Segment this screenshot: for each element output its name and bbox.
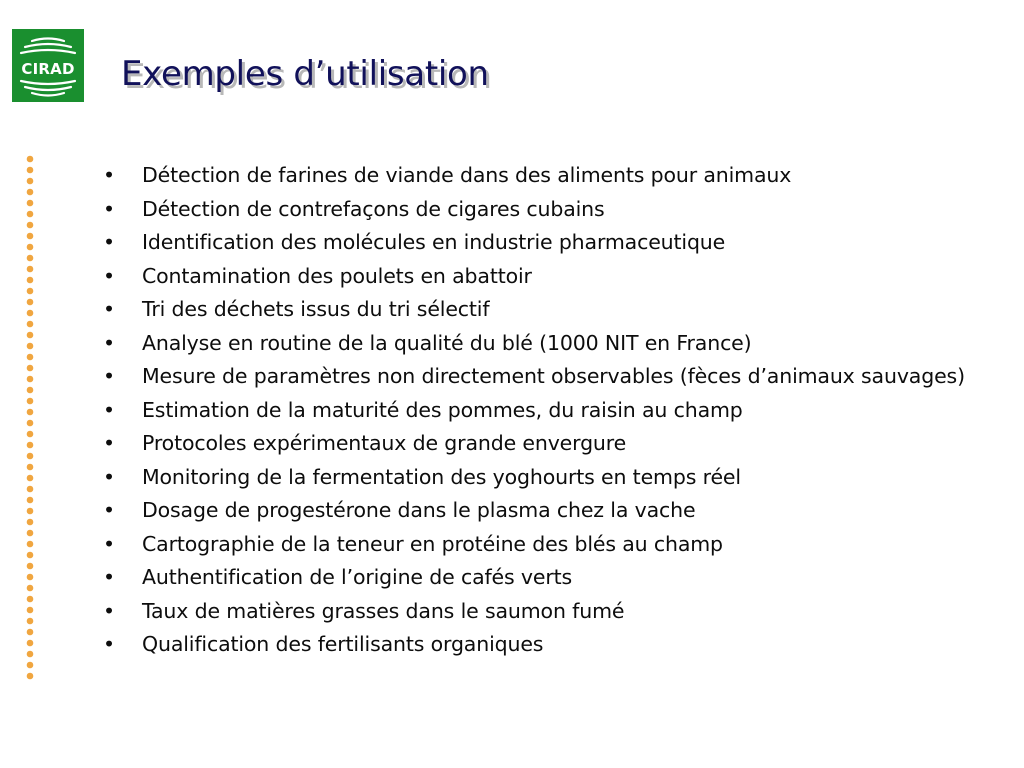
list-item [100, 330, 1000, 357]
list-item [100, 598, 1000, 625]
list-item-text: Protocoles expérimentaux de grande envergure [142, 431, 627, 455]
decorative-dot [27, 167, 34, 174]
decorative-dot [27, 354, 34, 361]
decorative-dot [27, 486, 34, 493]
decorative-dot [27, 508, 34, 515]
bullet-point-icon: • [103, 330, 115, 355]
usage-examples-list [100, 162, 1000, 665]
decorative-dot [27, 541, 34, 548]
decorative-dot [27, 563, 34, 570]
decorative-dot [27, 475, 34, 482]
decorative-dot [27, 211, 34, 218]
bullet-point-icon: • [103, 163, 115, 187]
decorative-dot [27, 156, 34, 163]
list-item-text: Détection de farines de viande dans des aliments pour animaux [142, 163, 792, 187]
list-item [100, 196, 1000, 223]
list-item [100, 363, 1000, 390]
decorative-dot [27, 453, 34, 460]
decorative-dot [27, 431, 34, 438]
list-item [100, 162, 1000, 189]
bullet-point-icon: • [103, 598, 115, 623]
decorative-dot [27, 662, 34, 669]
decorative-dot [27, 332, 34, 339]
cirad-logo [12, 29, 84, 102]
decorative-dot [27, 585, 34, 592]
decorative-dot [27, 618, 34, 625]
decorative-dot [27, 189, 34, 196]
list-item [100, 430, 1000, 457]
decorative-dot [27, 673, 34, 680]
bullet-point-icon: • [103, 498, 115, 522]
decorative-dot [27, 299, 34, 306]
bullet-point-icon: • [103, 397, 115, 422]
list-item-text: Monitoring de la fermentation des yoghourts en temps réel [142, 464, 741, 489]
decorative-dot [27, 365, 34, 372]
decorative-dot [27, 376, 34, 383]
decorative-dot [27, 497, 34, 504]
list-item [100, 229, 1000, 256]
decorative-dot [27, 255, 34, 262]
bullet-point-icon: • [103, 632, 115, 656]
decorative-dot [27, 244, 34, 251]
bullet-point-icon: • [103, 297, 115, 321]
decorative-dot [27, 409, 34, 416]
decorative-dot [27, 343, 34, 350]
decorative-dot [27, 321, 34, 328]
list-item [100, 531, 1000, 558]
decorative-dot [27, 420, 34, 427]
bullet-point-icon: • [103, 531, 115, 556]
decorative-dot [27, 277, 34, 284]
decorative-dot [27, 200, 34, 207]
list-item-text: Analyse en routine de la qualité du blé (1000 NIT en France) [142, 330, 752, 355]
decorative-dot [27, 530, 34, 537]
list-item-text: Tri des déchets issus du tri sélectif [142, 297, 490, 321]
decorative-dot [27, 519, 34, 526]
decorative-dot [27, 640, 34, 647]
list-item-text: Dosage de progestérone dans le plasma chez la vache [142, 498, 696, 522]
decorative-dot [27, 233, 34, 240]
decorative-dot [27, 464, 34, 471]
decorative-dot [27, 629, 34, 636]
list-item [100, 397, 1000, 424]
decorative-dot [27, 266, 34, 273]
list-item-text: Détection de contrefaçons de cigares cubains [142, 196, 605, 221]
cirad-logo-text: CIRAD [21, 60, 75, 78]
slide-title: Exemples d’utilisation [121, 54, 489, 94]
decorative-dot [27, 178, 34, 185]
list-item-text: Contamination des poulets en abattoir [142, 263, 532, 288]
decorative-dot [27, 222, 34, 229]
bullet-point-icon: • [103, 565, 115, 589]
bullet-point-icon: • [103, 431, 115, 455]
bullet-point-icon: • [103, 230, 115, 254]
list-item-text: Mesure de paramètres non directement observables (fèces d’animaux sauvages) [142, 364, 965, 388]
bullet-point-icon: • [103, 196, 115, 221]
list-item [100, 263, 1000, 290]
decorative-dot [27, 398, 34, 405]
list-item [100, 631, 1000, 658]
list-item [100, 464, 1000, 491]
decorative-dot [27, 442, 34, 449]
decorative-dot [27, 607, 34, 614]
list-item-text: Authentification de l’origine de cafés verts [142, 565, 573, 589]
list-item-text: Qualification des fertilisants organiques [142, 632, 544, 656]
decorative-dot [27, 387, 34, 394]
cirad-logo-icon [12, 29, 84, 102]
list-item-text: Identification des molécules en industrie pharmaceutique [142, 230, 726, 254]
list-item-text: Taux de matières grasses dans le saumon fumé [142, 598, 625, 623]
decorative-dot [27, 651, 34, 658]
decorative-dot [27, 552, 34, 559]
list-item-text: Estimation de la maturité des pommes, du raisin au champ [142, 397, 743, 422]
list-item [100, 497, 1000, 524]
bullet-point-icon: • [103, 464, 115, 489]
decorative-dot [27, 574, 34, 581]
bullet-point-icon: • [103, 263, 115, 288]
decorative-dot [27, 310, 34, 317]
bullet-point-icon: • [103, 364, 115, 388]
list-item [100, 564, 1000, 591]
decorative-dot-column [25, 155, 35, 685]
decorative-dot [27, 596, 34, 603]
list-item [100, 296, 1000, 323]
list-item-text: Cartographie de la teneur en protéine des blés au champ [142, 531, 723, 556]
decorative-dot [27, 288, 34, 295]
